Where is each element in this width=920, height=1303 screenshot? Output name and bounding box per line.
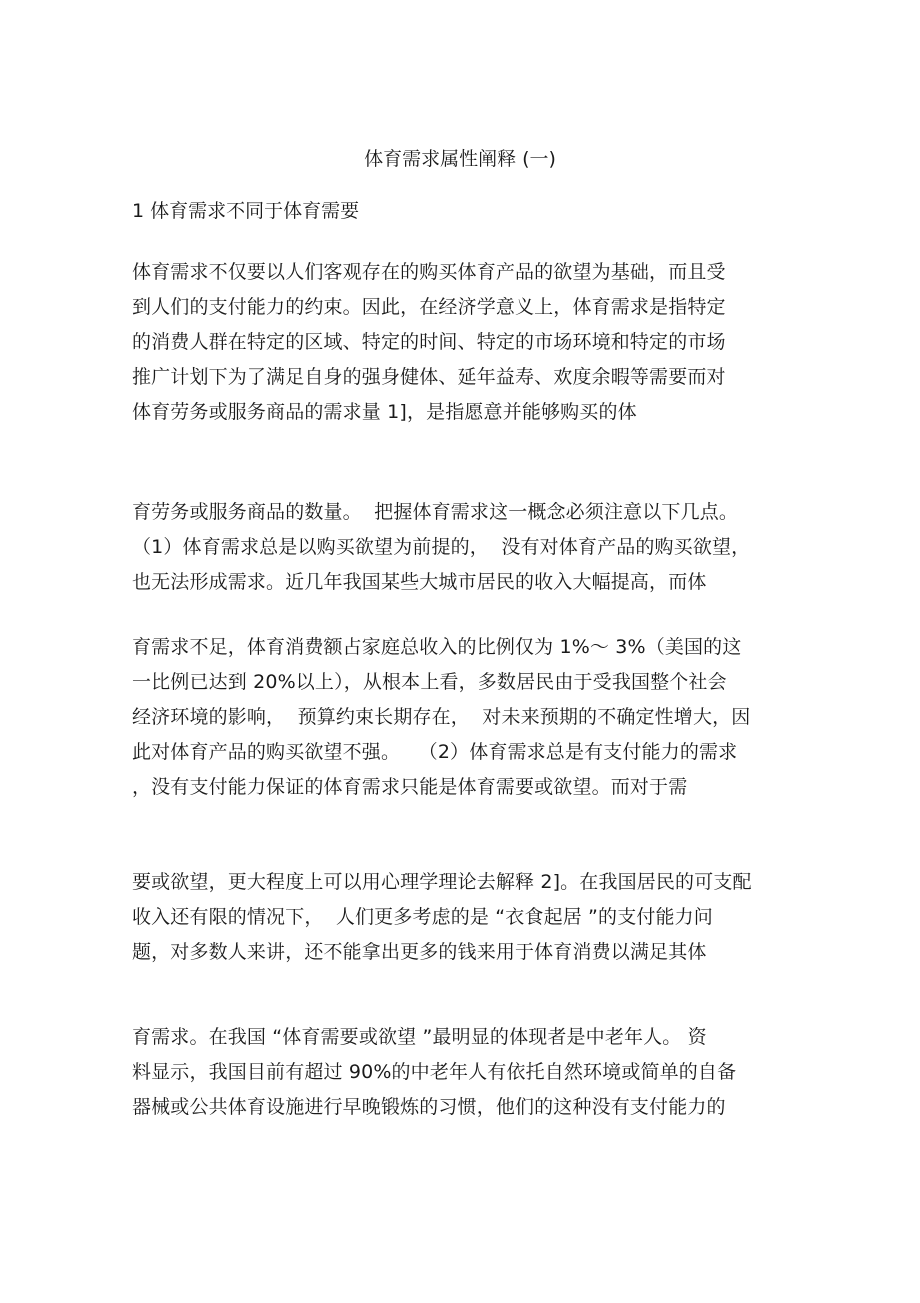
section-heading: 1 体育需求不同于体育需要 [132,200,360,222]
paragraph-line: 体育需求不仅要以人们客观存在的购买体育产品的欲望为基础，而且受 [132,261,726,283]
paragraph-line: 育需求不足，体育消费额占家庭总收入的比例仅为 1%～ 3%（美国的这 [132,636,742,658]
paragraph-line: 一比例已达到 20%以上），从根本上看，多数居民由于受我国整个社会 [132,671,727,693]
paragraph-line: 到人们的支付能力的约束。因此，在经济学意义上，体育需求是指特定 [132,296,726,318]
paragraph-2 [132,495,792,600]
paragraph-1 [132,255,792,430]
paragraph-3 [132,630,792,805]
paragraph-line: 器械或公共体育设施进行早晚锻炼的习惯，他们的这种没有支付能力的 [132,1096,726,1118]
paragraph-5 [132,1020,792,1125]
paragraph-line: ，没有支付能力保证的体育需求只能是体育需要或欲望。而对于需 [132,776,688,798]
paragraph-line: 料显示，我国目前有超过 90%的中老年人有依托自然环境或简单的自备 [132,1061,737,1083]
paragraph-line: 育劳务或服务商品的数量。 把握体育需求这一概念必须注意以下几点。 [132,501,739,523]
paragraph-line: 经济环境的影响， 预算约束长期存在， 对未来预期的不确定性增大，因 [132,706,751,728]
paragraph-line: （1）体育需求总是以购买欲望为前提的， 没有对体育产品的购买欲望， [132,536,751,558]
paragraph-line: 题，对多数人来讲，还不能拿出更多的钱来用于体育消费以满足其体 [132,941,707,963]
paragraph-line: 育需求。在我国 “体育需要或欲望 ”最明显的体现者是中老年人。 资 [132,1026,707,1048]
paragraph-line: 也无法形成需求。近几年我国某些大城市居民的收入大幅提高，而体 [132,571,707,593]
document-title: 体育需求属性阐释 (一) [364,148,556,170]
paragraph-4 [132,865,792,970]
paragraph-line: 收入还有限的情况下， 人们更多考虑的是 “衣食起居 ”的支付能力问 [132,906,713,928]
paragraph-line: 的消费人群在特定的区域、特定的时间、特定的市场环境和特定的市场 [132,331,726,353]
paragraph-line: 推广计划下为了满足自身的强身健体、延年益寿、欢度余暇等需要而对 [132,366,726,388]
paragraph-line: 体育劳务或服务商品的需求量 1]，是指愿意并能够购买的体 [132,401,637,423]
paragraph-line: 要或欲望，更大程度上可以用心理学理论去解释 2]。在我国居民的可支配 [132,871,752,893]
paragraph-line: 此对体育产品的购买欲望不强。 （2）体育需求总是有支付能力的需求 [132,741,738,763]
